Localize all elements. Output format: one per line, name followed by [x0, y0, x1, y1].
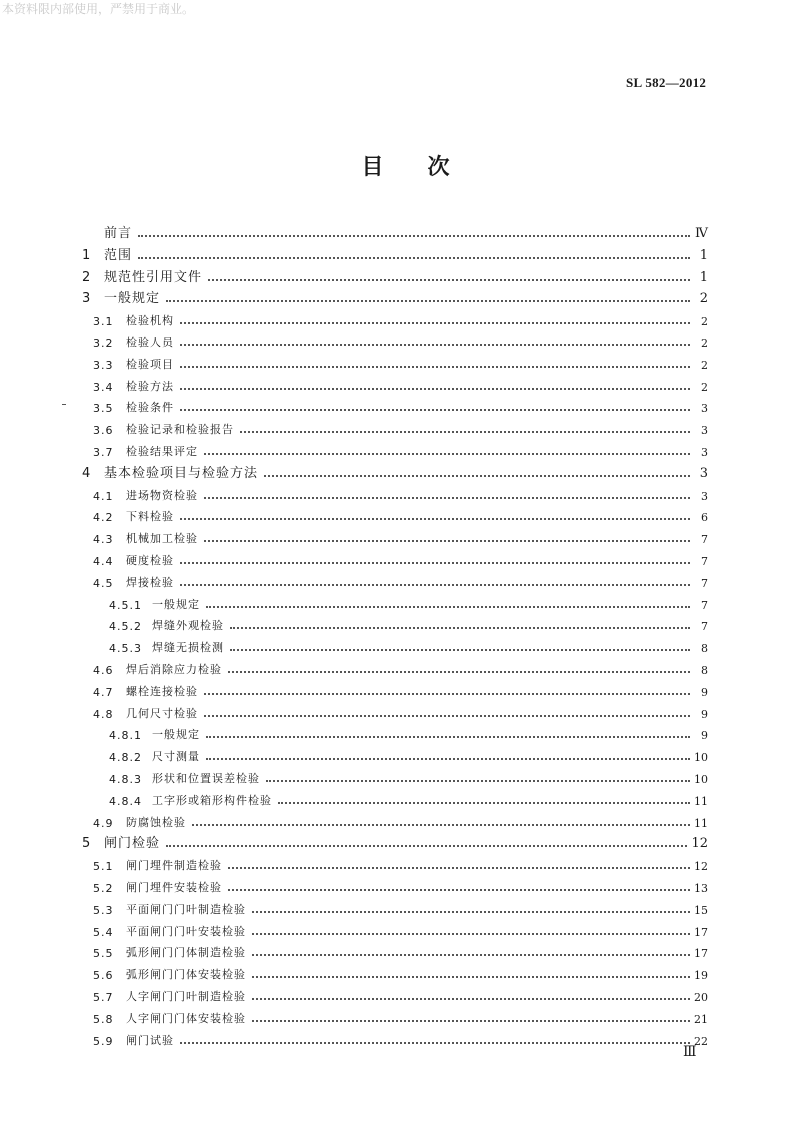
- toc-entry[interactable]: [93, 701, 708, 721]
- toc-leader-dots: [252, 911, 690, 913]
- toc-entry-number: 3.6: [93, 424, 114, 437]
- toc-entry[interactable]: [93, 962, 708, 982]
- toc-leader-dots: [180, 584, 690, 586]
- toc-entry-number: 4.9: [93, 817, 114, 830]
- toc-entry-title: 闸门检验: [104, 836, 161, 851]
- toc-entry[interactable]: [93, 657, 708, 677]
- toc-entry[interactable]: [93, 940, 708, 960]
- toc-entry[interactable]: [93, 919, 708, 939]
- toc-entry-title: 下料检验: [126, 510, 174, 523]
- toc-entry-number: 5.1: [93, 860, 114, 873]
- toc-entry-title: 焊缝外观检验: [152, 619, 224, 632]
- toc-entry-page: 17: [694, 926, 708, 939]
- toc-entry-number: 4.5.1: [109, 599, 142, 612]
- toc-entry-title: 螺栓连接检验: [126, 685, 198, 698]
- toc-entry-number: 5.8: [93, 1013, 114, 1026]
- toc-entry-title: 基本检验项目与检验方法: [104, 466, 259, 481]
- toc-entry[interactable]: [93, 897, 708, 917]
- toc-entry-title: 检验结果评定: [126, 445, 198, 458]
- toc-entry-title: 焊缝无损检测: [152, 641, 224, 654]
- toc-entry-number: 4.8.2: [109, 751, 142, 764]
- toc-entry[interactable]: [82, 831, 708, 851]
- toc-leader-dots: [228, 867, 690, 869]
- toc-entry-title: 范围: [104, 248, 133, 263]
- toc-leader-dots: [166, 300, 690, 302]
- toc-entry[interactable]: [93, 374, 708, 394]
- toc-leader-dots: [180, 388, 690, 390]
- toc-entry[interactable]: [109, 635, 708, 655]
- toc-entry-number: 4.2: [93, 511, 114, 524]
- toc-entry-title: 弧形闸门门体安装检验: [126, 968, 246, 981]
- toc-entry-number: 4.8.1: [109, 729, 142, 742]
- toc-entry-page: 12: [694, 860, 708, 873]
- toc-entry-number: 3.3: [93, 359, 114, 372]
- toc-entry-number: 5.5: [93, 947, 114, 960]
- toc-entry[interactable]: [82, 461, 708, 481]
- toc-entry[interactable]: [93, 570, 708, 590]
- toc-entry[interactable]: [93, 984, 708, 1004]
- toc-title: [0, 150, 811, 181]
- toc-entry-page: 15: [694, 904, 708, 917]
- toc-entry-page: 2: [701, 337, 708, 350]
- toc-entry[interactable]: [93, 1028, 708, 1048]
- toc-entry-number: 4.1: [93, 490, 114, 503]
- toc-entry-number: 4.7: [93, 686, 114, 699]
- toc-entry-number: 4.5.2: [109, 620, 142, 633]
- toc-entry-number: 4: [82, 466, 91, 481]
- toc-entry-number: 3.2: [93, 337, 114, 350]
- toc-entry-title: 前言: [104, 226, 133, 241]
- toc-entry[interactable]: [109, 613, 708, 633]
- toc-entry[interactable]: [93, 439, 708, 459]
- toc-entry-title: 人字闸门门体安装检验: [126, 1012, 246, 1025]
- standard-code: SL 582—2012: [626, 75, 707, 90]
- toc-entry[interactable]: [93, 526, 708, 546]
- toc-entry-page: 3: [701, 424, 708, 437]
- toc-entry-page: 11: [694, 795, 708, 808]
- toc-leader-dots: [204, 497, 690, 499]
- toc-entry-number: 4.5.3: [109, 642, 142, 655]
- toc-leader-dots: [180, 1042, 690, 1044]
- toc-leader-dots: [180, 518, 690, 520]
- toc-entry[interactable]: [109, 766, 708, 786]
- toc-entry-page: 21: [694, 1013, 708, 1026]
- toc-entry-title: 一般规定: [152, 728, 200, 741]
- toc-entry-page: 8: [701, 642, 708, 655]
- toc-leader-dots: [204, 540, 690, 542]
- toc-leader-dots: [180, 344, 690, 346]
- toc-leader-dots: [208, 279, 690, 281]
- toc-entry-title: 平面闸门门叶安装检验: [126, 925, 246, 938]
- toc-entry-page: 6: [701, 511, 708, 524]
- toc-entry-title: 一般规定: [104, 291, 161, 306]
- toc-entry-number: 1: [82, 248, 91, 263]
- toc-entry[interactable]: [82, 265, 708, 285]
- toc-entry-page: 11: [694, 817, 708, 830]
- toc-leader-dots: [252, 933, 690, 935]
- toc-leader-dots: [192, 824, 690, 826]
- toc-entry-title: 闸门埋件安装检验: [126, 881, 222, 894]
- toc-leader-dots: [206, 606, 690, 608]
- toc-entry-title: 焊接检验: [126, 576, 174, 589]
- toc-title-char-2: 次: [427, 155, 450, 180]
- toc-entry-number: 3.4: [93, 381, 114, 394]
- toc-entry-page: 7: [701, 533, 708, 546]
- toc-entry-title: 规范性引用文件: [104, 270, 203, 285]
- toc-leader-dots: [240, 431, 690, 433]
- watermark-notice: 本资料限内部使用，严禁用于商业。: [2, 2, 195, 16]
- toc-entry-page: 1: [699, 270, 708, 285]
- toc-entry[interactable]: [93, 853, 708, 873]
- toc-entry[interactable]: [93, 330, 708, 350]
- toc-entry-number: 5.9: [93, 1035, 114, 1048]
- toc-leader-dots: [252, 954, 690, 956]
- toc-entry-title: 闸门埋件制造检验: [126, 859, 222, 872]
- toc-leader-dots: [180, 366, 690, 368]
- toc-leader-dots: [252, 1020, 690, 1022]
- toc-entry-title: 检验记录和检验报告: [126, 423, 234, 436]
- toc-entry-title: 几何尺寸检验: [126, 707, 198, 720]
- toc-entry-page: 19: [694, 969, 708, 982]
- toc-entry[interactable]: [93, 483, 708, 503]
- toc-leader-dots: [230, 649, 690, 651]
- toc-entry-page: 9: [701, 686, 708, 699]
- toc-entry-page: 22: [694, 1035, 708, 1048]
- toc-entry[interactable]: [93, 548, 708, 568]
- toc-entry-title: 机械加工检验: [126, 532, 198, 545]
- toc-entry-page: 8: [701, 664, 708, 677]
- toc-entry-number: 3.5: [93, 402, 114, 415]
- toc-entry-number: 4.3: [93, 533, 114, 546]
- toc-entry-number: 5.4: [93, 926, 114, 939]
- toc-leader-dots: [204, 453, 690, 455]
- toc-leader-dots: [206, 736, 690, 738]
- toc-entry-title: 尺寸测量: [152, 750, 200, 763]
- toc-entry-title: 检验机构: [126, 314, 174, 327]
- toc-entry[interactable]: [93, 395, 708, 415]
- toc-entry-page: 17: [694, 947, 708, 960]
- toc-entry-number: 5.2: [93, 882, 114, 895]
- toc-entry[interactable]: [82, 286, 708, 306]
- toc-entry-number: 5.3: [93, 904, 114, 917]
- toc-entry[interactable]: [109, 788, 708, 808]
- toc-entry[interactable]: [93, 875, 708, 895]
- toc-leader-dots: [138, 235, 690, 237]
- toc-entry-page: 12: [691, 836, 708, 851]
- toc-entry-page: Ⅳ: [695, 226, 708, 241]
- toc-entry[interactable]: [93, 308, 708, 328]
- toc-entry[interactable]: [82, 221, 708, 241]
- toc-entry-title: 检验条件: [126, 401, 174, 414]
- toc-leader-dots: [180, 322, 690, 324]
- toc-entry-title: 防腐蚀检验: [126, 816, 186, 829]
- toc-leader-dots: [206, 758, 690, 760]
- toc-entry-number: 4.5: [93, 577, 114, 590]
- toc-entry-title: 检验人员: [126, 336, 174, 349]
- toc-leader-dots: [204, 693, 690, 695]
- toc-entry-page: 10: [694, 751, 708, 764]
- toc-entry-page: 7: [701, 577, 708, 590]
- toc-entry[interactable]: [93, 417, 708, 437]
- toc-entry-number: 3: [82, 291, 91, 306]
- toc-entry-number: 5: [82, 836, 91, 851]
- toc-entry-page: 2: [701, 381, 708, 394]
- toc-entry[interactable]: [93, 679, 708, 699]
- toc-entry-page: 2: [701, 359, 708, 372]
- toc-entry-title: 平面闸门门叶制造检验: [126, 903, 246, 916]
- toc-entry-title: 一般规定: [152, 598, 200, 611]
- toc-entry-page: 7: [701, 599, 708, 612]
- toc-entry[interactable]: [93, 810, 708, 830]
- toc-entry-title: 进场物资检验: [126, 489, 198, 502]
- toc-entry-title: 焊后消除应力检验: [126, 663, 222, 676]
- toc-leader-dots: [252, 998, 690, 1000]
- toc-entry[interactable]: [93, 504, 708, 524]
- toc-leader-dots: [180, 409, 690, 411]
- toc-entry-title: 人字闸门门叶制造检验: [126, 990, 246, 1003]
- toc-entry[interactable]: [93, 352, 708, 372]
- toc-entry-number: 4.8: [93, 708, 114, 721]
- toc-leader-dots: [252, 976, 690, 978]
- toc-entry-page: 2: [699, 291, 708, 306]
- toc-entry[interactable]: [82, 243, 708, 263]
- toc-entry[interactable]: [109, 744, 708, 764]
- page-number: Ⅲ: [683, 1044, 697, 1060]
- toc-entry-page: 13: [694, 882, 708, 895]
- toc-entry-number: 5.6: [93, 969, 114, 982]
- toc-leader-dots: [230, 627, 690, 629]
- toc-entry-title: 检验项目: [126, 358, 174, 371]
- toc-entry-number: 4.8.3: [109, 773, 142, 786]
- toc-entry-title: 闸门试验: [126, 1034, 174, 1047]
- toc-entry-number: 4.8.4: [109, 795, 142, 808]
- toc-leader-dots: [228, 671, 690, 673]
- toc-entry-page: 10: [694, 773, 708, 786]
- toc-entry-page: 9: [701, 708, 708, 721]
- toc-entry-title: 工字形或箱形构件检验: [152, 794, 272, 807]
- toc-entry-number: 3.1: [93, 315, 114, 328]
- toc-entry-title: 弧形闸门门体制造检验: [126, 946, 246, 959]
- toc-entry[interactable]: [93, 1006, 708, 1026]
- toc-entry-page: 9: [701, 729, 708, 742]
- toc-entry-title: 形状和位置误差检验: [152, 772, 260, 785]
- toc-leader-dots: [166, 845, 687, 847]
- toc-leader-dots: [204, 715, 690, 717]
- toc-entry[interactable]: [109, 592, 708, 612]
- toc-leader-dots: [266, 780, 690, 782]
- toc-entry-number: 2: [82, 270, 91, 285]
- toc-leader-dots: [138, 257, 690, 259]
- toc-entry-number: 4.6: [93, 664, 114, 677]
- toc-entry-page: 3: [701, 446, 708, 459]
- toc-entry-page: 7: [701, 555, 708, 568]
- toc-entry-title: 硬度检验: [126, 554, 174, 567]
- toc-entry-page: 2: [701, 315, 708, 328]
- toc-entry-number: 5.7: [93, 991, 114, 1004]
- toc-entry-page: 1: [699, 248, 708, 263]
- toc-entry-number: 4.4: [93, 555, 114, 568]
- toc-entry[interactable]: [109, 722, 708, 742]
- toc-leader-dots: [264, 475, 690, 477]
- toc-entry-number: 3.7: [93, 446, 114, 459]
- toc-leader-dots: [278, 802, 690, 804]
- toc-entry-page: 7: [701, 620, 708, 633]
- toc-entry-page: 3: [701, 490, 708, 503]
- toc-entry-page: 20: [694, 991, 708, 1004]
- toc-leader-dots: [228, 889, 690, 891]
- toc-title-char-1: 目: [361, 155, 384, 180]
- scan-speck: [62, 404, 66, 405]
- toc-leader-dots: [180, 562, 690, 564]
- toc-entry-page: 3: [699, 466, 708, 481]
- toc-entry-page: 3: [701, 402, 708, 415]
- toc-entry-title: 检验方法: [126, 380, 174, 393]
